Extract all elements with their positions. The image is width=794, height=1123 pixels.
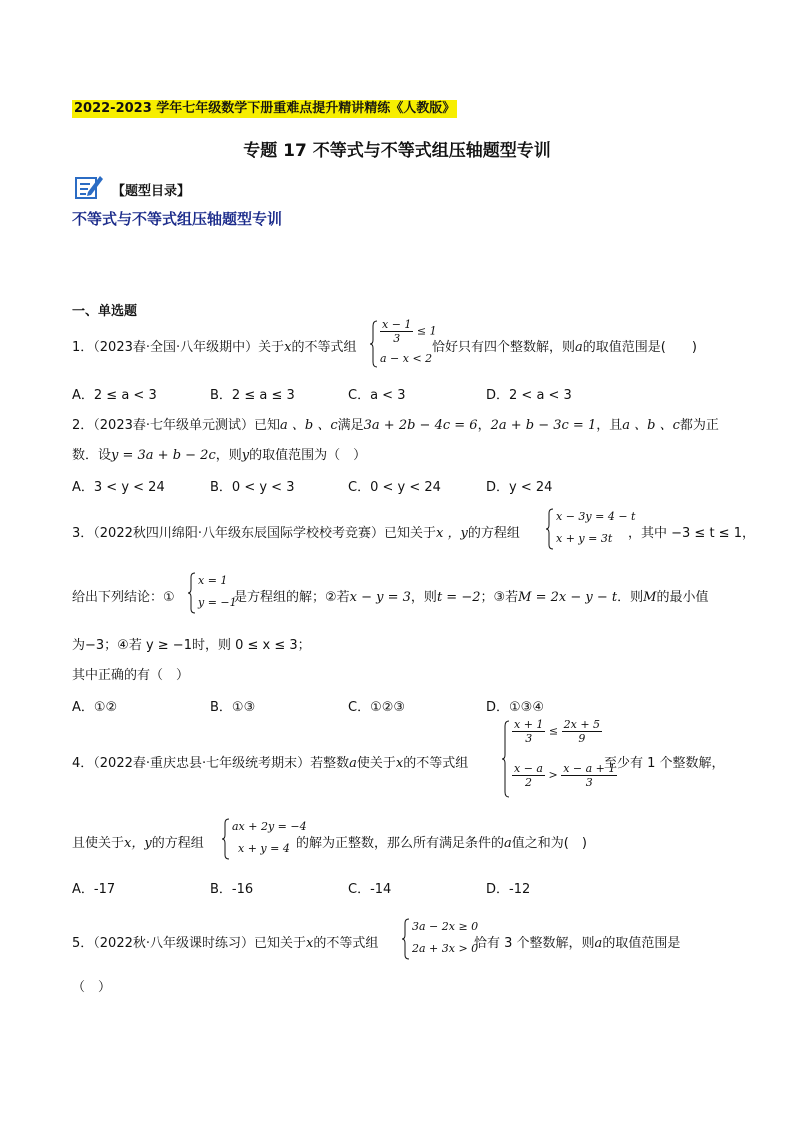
question-4-line-1-tail: 至少有 1 个整数解， xyxy=(604,756,725,771)
q3-option-b[interactable]: B．①③ xyxy=(210,700,256,715)
brace-icon xyxy=(222,818,230,860)
question-5-line-1: 5．（2022秋·八年级课时练习）已知关于x的不等式组 xyxy=(72,936,379,951)
q4-option-b[interactable]: B．-16 xyxy=(210,882,254,897)
brace-icon xyxy=(188,572,196,614)
catalog-label: 【题型目录】 xyxy=(112,184,191,199)
question-3-line-1-tail: ，其中 −3 ≤ t ≤ 1， xyxy=(628,526,755,541)
brace-icon xyxy=(502,720,510,798)
question-4-line-1: 4．（2022春·重庆忠县·七年级统考期末）若整数a使关于x的不等式组 xyxy=(72,756,469,771)
q2-option-c[interactable]: C．0 < y < 24 xyxy=(348,480,441,495)
q3-option-a[interactable]: A．①② xyxy=(72,700,118,715)
toc-item-link[interactable]: 不等式与不等式组压轴题型专训 xyxy=(72,210,283,228)
question-3-line-4: 其中正确的有（ ） xyxy=(72,668,190,683)
q3-option-c[interactable]: C．①②③ xyxy=(348,700,406,715)
brace-icon xyxy=(402,918,410,960)
question-3-line-1: 3．（2022秋四川绵阳·八年级东辰国际学校校考竞赛）已知关于x ，y的方程组 xyxy=(72,526,520,541)
q1-option-c[interactable]: C．a < 3 xyxy=(348,388,406,403)
q2-option-d[interactable]: D．y < 24 xyxy=(486,480,553,495)
q2-option-b[interactable]: B．0 < y < 3 xyxy=(210,480,295,495)
question-2-line-2: 数．设y = 3a + b − 2c，则y的取值范围为（ ） xyxy=(72,448,367,463)
question-2-line-1: 2．（2023春·七年级单元测试）已知a 、b 、c满足3a + 2b − 4c = 6，2a + b − 3c = 1，且a 、b 、c都为正 xyxy=(72,418,719,433)
question-3-line-2-start: 给出下列结论：① xyxy=(72,590,175,605)
question-3-line-2-tail: 是方程组的解；②若x − y = 3，则t = −2；③若M = 2x − y − t．则M的最小值 xyxy=(234,590,709,605)
question-5-line-1-tail: 恰有 3 个整数解，则a的取值范围是 xyxy=(474,936,681,951)
q4-option-a[interactable]: A．-17 xyxy=(72,882,116,897)
question-1-line-1: 1．（2023春·全国·八年级期中）关于x的不等式组 xyxy=(72,340,357,355)
question-4-equation-system: ax + 2y = −4 x + y = 4 xyxy=(222,818,294,860)
question-1-line-1-tail: 恰好只有四个整数解，则a的取值范围是( ) xyxy=(432,340,697,355)
question-3-line-3: 为−3；④若 y ≥ −1时，则 0 ≤ x ≤ 3； xyxy=(72,638,311,653)
section-heading: 一、单选题 xyxy=(72,304,138,319)
brace-icon xyxy=(370,320,378,368)
question-3-candidate-solution: x = 1 y = −1 xyxy=(188,572,234,614)
q1-option-a[interactable]: A．2 ≤ a < 3 xyxy=(72,388,157,403)
brace-icon xyxy=(546,508,554,550)
question-3-equation-system: x − 3y = 4 − t x + y = 3t xyxy=(546,508,630,550)
question-5-inequality-system: 3a − 2x ≥ 0 2a + 3x > 0 xyxy=(402,918,474,960)
q1-option-b[interactable]: B．2 ≤ a ≤ 3 xyxy=(210,388,295,403)
q3-option-d[interactable]: D．①③④ xyxy=(486,700,544,715)
question-4-line-2-tail: 的解为正整数，那么所有满足条件的a值之和为( ) xyxy=(296,836,587,851)
q1-option-d[interactable]: D．2 < a < 3 xyxy=(486,388,572,403)
page-title: 专题 17 不等式与不等式组压轴题型专训 xyxy=(243,141,551,161)
q4-option-d[interactable]: D．-12 xyxy=(486,882,531,897)
notebook-pencil-icon xyxy=(74,172,104,202)
q4-option-c[interactable]: C．-14 xyxy=(348,882,392,897)
question-1-inequality-system: $\frac{x - 1}{3}$ ≤ 1 a − x < 2 xyxy=(370,318,430,370)
series-title: 2022-2023 学年七年级数学下册重难点提升精讲精练《人教版》 xyxy=(74,101,456,116)
q2-option-a[interactable]: A．3 < y < 24 xyxy=(72,480,165,495)
question-4-line-2-start: 且使关于x，y的方程组 xyxy=(72,836,204,851)
question-5-line-2: （ ） xyxy=(72,980,112,995)
question-4-inequality-system: $\frac{x + 1}{3}$ ≤ $\frac{2x + 5}{9}$ $\frac{x - a}{2}$ > $\frac{x - a + 1}{3}$ xyxy=(502,718,604,800)
